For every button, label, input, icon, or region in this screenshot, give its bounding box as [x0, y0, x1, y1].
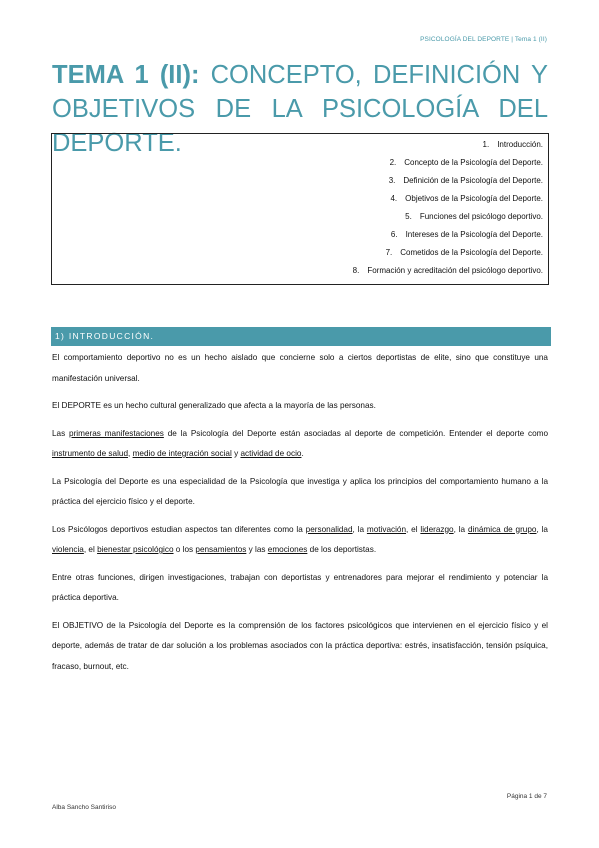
underlined-term: pensamientos: [195, 545, 247, 554]
toc-item[interactable]: [390, 158, 543, 167]
toc-item[interactable]: [405, 212, 543, 221]
paragraph: [52, 424, 548, 465]
paragraph: [52, 520, 548, 561]
toc-item[interactable]: [390, 194, 543, 203]
underlined-term: actividad de ocio: [240, 449, 302, 458]
text-run: , la: [536, 524, 548, 534]
toc-number: 3.: [388, 176, 396, 185]
paragraph: La Psicología del Deporte es una especialidad de la Psicología que investiga y aplica los principios del comportamiento humano a la práctica del ejercicio físico y el deporte.: [52, 476, 548, 506]
text-run: y las: [246, 545, 268, 554]
toc-number: 8.: [352, 266, 360, 275]
underlined-term: violencia: [52, 545, 84, 554]
toc-label: Concepto de la Psicología del Deporte.: [404, 158, 543, 167]
toc-number: 2.: [389, 158, 397, 167]
text-run: Las: [52, 428, 70, 438]
underlined-term: emociones: [267, 545, 308, 554]
table-of-contents: [51, 133, 549, 285]
toc-label: Definición de la Psicología del Deporte.: [403, 176, 543, 185]
toc-label: Introducción.: [497, 140, 543, 149]
toc-item[interactable]: [386, 248, 543, 257]
underlined-term: primeras manifestaciones: [69, 428, 164, 438]
underlined-term: bienestar psicológico: [97, 545, 174, 554]
toc-number: 6.: [390, 230, 398, 239]
author-name: Alba Sancho Santiriso: [52, 804, 116, 811]
paragraph: El DEPORTE es un hecho cultural generalizado que afecta a la mayoría de las personas.: [52, 401, 376, 410]
section-body: [52, 348, 548, 684]
toc-number: 1.: [482, 140, 490, 149]
title-text: CONCEPTO, DEFINICIÓN Y OBJETIVOS DE LA PSICOLOGÍA DEL DEPORTE.: [52, 61, 548, 157]
underlined-term: personalidad: [305, 524, 353, 534]
underlined-term: dinámica de grupo: [467, 524, 537, 534]
toc-label: Funciones del psicólogo deportivo.: [419, 212, 543, 221]
text-run: , la: [352, 524, 367, 534]
underlined-term: liderazgo: [420, 524, 454, 534]
paragraph: Entre otras funciones, dirigen investigaciones, trabajan con deportistas y entrenadores para mejorar el rendimiento y potenciar la práctica deportiva.: [52, 572, 548, 602]
underlined-term: motivación: [366, 524, 407, 534]
text-run: y: [231, 449, 241, 458]
toc-label: Objetivos de la Psicología del Deporte.: [405, 194, 543, 203]
text-run: de los deportistas.: [307, 545, 377, 554]
toc-number: 7.: [385, 248, 393, 257]
paragraph: El comportamiento deportivo no es un hecho aislado que concierne solo a ciertos deportistas de elite, sino que constituye una manifestación universal.: [52, 353, 548, 383]
toc-label: Formación y acreditación del psicólogo deportivo.: [367, 266, 543, 275]
toc-item[interactable]: [353, 266, 543, 275]
text-run: , el: [406, 524, 421, 534]
section-heading-introduccion: 1) INTRODUCCIÓN.: [51, 327, 551, 346]
toc-label: Cometidos de la Psicología del Deporte.: [400, 248, 543, 257]
page-number: Página 1 de 7: [506, 793, 547, 800]
toc-number: 5.: [405, 212, 412, 221]
text-run: , el: [83, 545, 98, 554]
title-topic-number: TEMA 1 (II):: [52, 61, 200, 89]
text-run: , la: [453, 524, 468, 534]
underlined-term: medio de integración social: [132, 449, 232, 458]
toc-label: Intereses de la Psicología del Deporte.: [405, 230, 543, 239]
text-run: o los: [173, 545, 196, 554]
toc-item[interactable]: [391, 230, 543, 239]
text-run: .: [301, 449, 304, 458]
running-header: PSICOLOGÍA DEL DEPORTE | Tema 1 (II): [420, 36, 547, 43]
toc-item[interactable]: [389, 176, 543, 185]
underlined-term: instrumento de salud: [52, 449, 129, 458]
toc-number: 4.: [390, 194, 398, 203]
text-run: de la Psicología del Deporte están asociadas al deporte de competición. Entender el deporte como: [163, 428, 548, 438]
paragraph: El OBJETIVO de la Psicología del Deporte es la comprensión de los factores psicológicos que intervienen en el ejercicio físico y el deporte, además de tratar de dar solución a los problemas asociados con la práctica deportiva: estrés, insatisfacción, tensión psíquica, fracaso, burnout, etc.: [52, 620, 548, 671]
text-run: ,: [128, 449, 133, 458]
toc-item[interactable]: [483, 140, 543, 149]
text-run: Los Psicólogos deportivos estudian aspectos tan diferentes como la: [52, 524, 306, 534]
